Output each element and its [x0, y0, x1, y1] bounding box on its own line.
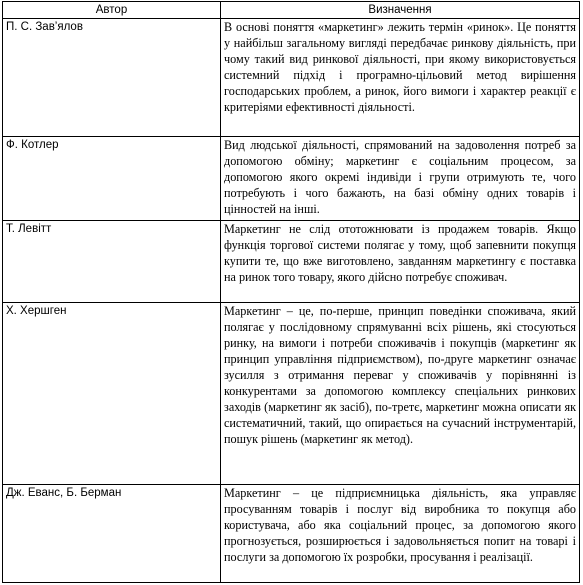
table-row	[3, 19, 580, 137]
table-row	[3, 485, 580, 583]
definitions-table	[2, 1, 580, 583]
header-author: Автор	[3, 2, 221, 19]
definition-cell: Маркетинг – це підприємницька діяльність, яка управляє просуванням товарів і послуг від виробника то покупця або користувача, або яка соціальний процес, за допомогою якого прогнозується, розширюється і задовольняється попит на товарі і послуги за допомогою їх розробки, просування і реалізації.	[221, 485, 580, 583]
header-definition: Визначення	[221, 2, 580, 19]
table-row	[3, 221, 580, 303]
definition-cell: Маркетинг – це, по-перше, принцип поведінки споживача, який полягає у послідовному спрямуванні всіх рішень, які стосуються ринку, на вимоги і потреби споживачів і покупців (маркетинг як принцип управління підприємством), по-друге маркетинг означає зусилля з отримання переваг у споживачів у порівнянні із конкурентами за допомогою комплексу спеціальних ринкових заходів (маркетинг як засіб), по-третє, маркетинг можна описати як систематичний, такий, що опирається на сучасний інструментарій, пошук рішень (маркетинг як метод).	[221, 303, 580, 485]
author-cell: Т. Левітт	[3, 221, 221, 303]
definition-cell: Вид людської діяльності, спрямований на задоволення потреб за допомогою обміну; маркетинг є соціальним процесом, за допомогою якого окремі індивіди і групи отримують те, чого потребують і чого бажають, на базі обміну одних товарів і цінностей на інші.	[221, 137, 580, 221]
definition-cell: В основі поняття «маркетинг» лежить термін «ринок». Це поняття у найбільш загальному вигляді передбачає ринкову діяльність, при чому такий вид ринкової діяльності, при якому використовується системний підхід і програмно-цільовий метод вирішення господарських проблем, а ринок, його вимоги і характер реакції є критеріями ефективності діяльності.	[221, 19, 580, 137]
author-cell: Ф. Котлер	[3, 137, 221, 221]
table-row	[3, 303, 580, 485]
author-cell: П. С. Зав’ялов	[3, 19, 221, 137]
author-cell: Х. Хершген	[3, 303, 221, 485]
table-row	[3, 137, 580, 221]
author-cell: Дж. Еванс, Б. Берман	[3, 485, 221, 583]
definition-cell: Маркетинг не слід ототожнювати із продажем товарів. Якщо функція торгової системи полягає у тому, щоб запевнити покупця купити те, що вже виготовлено, завданням маркетингу є поставка на ринок того товару, якого дійсно потребує споживач.	[221, 221, 580, 303]
table-header-row	[3, 2, 580, 19]
